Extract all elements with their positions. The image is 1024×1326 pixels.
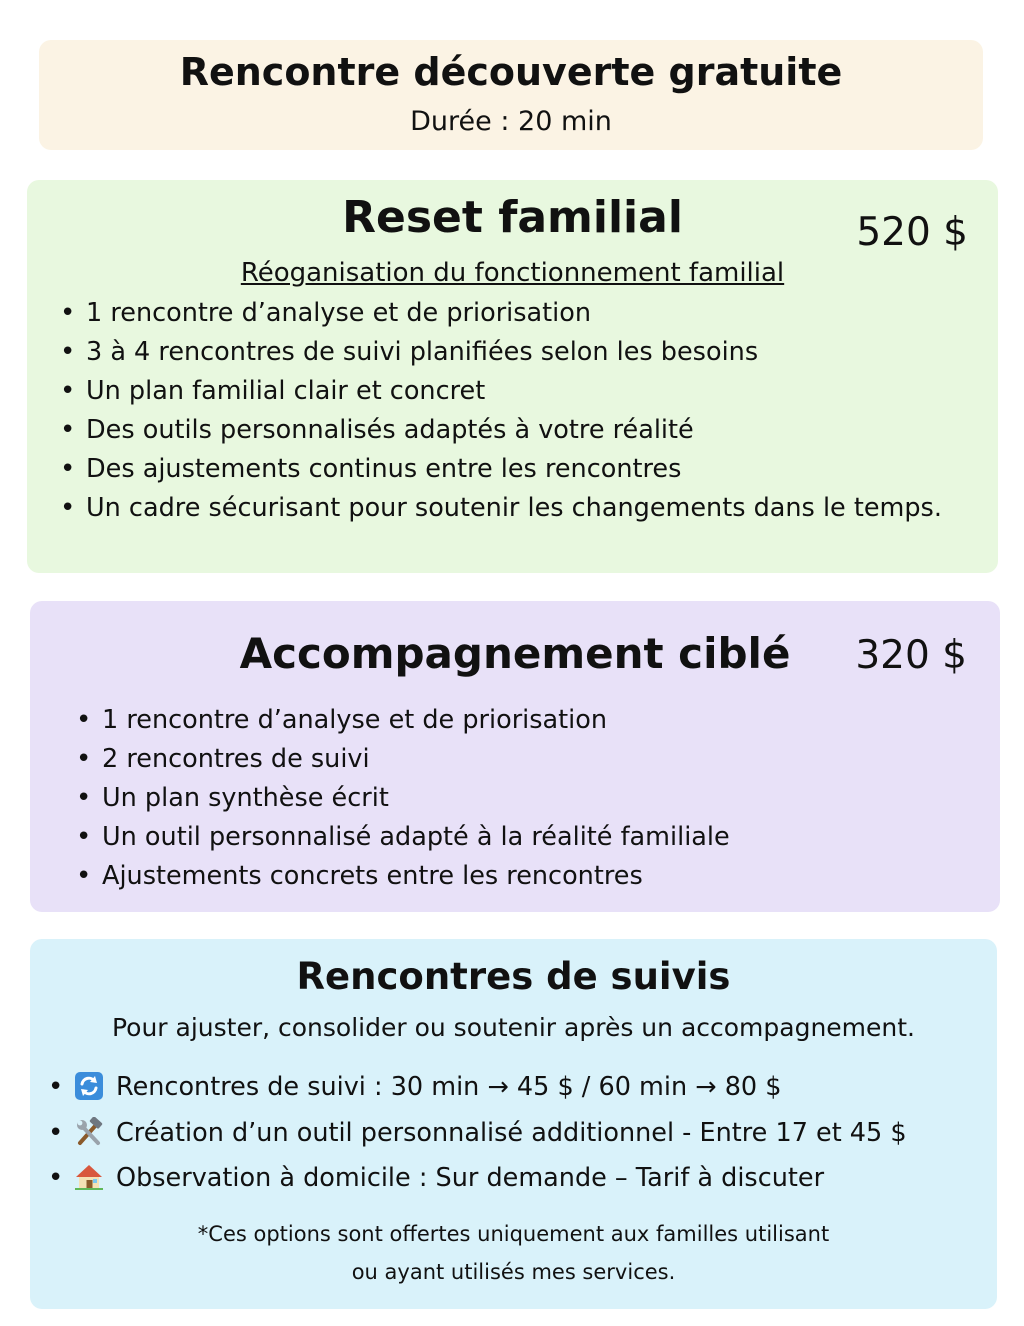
followup-card (30, 939, 997, 1309)
discovery-title: Rencontre découverte gratuite (179, 50, 843, 94)
targeted-card (30, 601, 1000, 912)
list-item: • Des ajustements continus entre les rencontres (60, 450, 960, 489)
followup-note (30, 1215, 997, 1291)
list-item: • Ajustements concrets entre les rencontres (76, 857, 956, 896)
reset-feature-list (60, 294, 960, 528)
followup-item-text: Observation à domicile : Sur demande – Tarif à discuter (116, 1163, 825, 1193)
list-item: • Un outil personnalisé adapté à la réalité familiale (76, 818, 956, 857)
targeted-feature-list (76, 701, 956, 896)
list-item (48, 1065, 993, 1111)
followup-item-text: Création d’un outil personnalisé additionnel - Entre 17 et 45 $ (116, 1117, 907, 1148)
targeted-title: Accompagnement ciblé (239, 629, 791, 678)
hammer-wrench-icon (74, 1117, 104, 1147)
list-item (48, 1156, 993, 1202)
list-item: • Des outils personnalisés adaptés à votre réalité (60, 411, 960, 450)
list-item: • 1 rencontre d’analyse et de priorisation (76, 701, 956, 740)
reset-title: Reset familial (342, 192, 683, 243)
followup-note-line-2: ou ayant utilisés mes services. (351, 1260, 676, 1284)
targeted-price: 320 $ (855, 633, 967, 678)
discovery-card (39, 40, 983, 150)
followup-intro: Pour ajuster, consolider ou soutenir après un accompagnement. (111, 1013, 916, 1042)
repeat-arrows-icon (74, 1071, 104, 1101)
house-icon (74, 1162, 104, 1192)
list-item: • 1 rencontre d’analyse et de priorisation (60, 294, 960, 333)
reset-card (27, 180, 998, 573)
list-item: • Un plan synthèse écrit (76, 779, 956, 818)
followup-note-line-1: *Ces options sont offertes uniquement aux familles utilisant (197, 1222, 830, 1246)
reset-subtitle: Réoganisation du fonctionnement familial (240, 258, 785, 288)
followup-item-text: Rencontres de suivi : 30 min → 45 $ / 60 min → 80 $ (116, 1072, 782, 1102)
list-item: • Un cadre sécurisant pour soutenir les changements dans le temps. (60, 489, 960, 528)
list-item: • 2 rencontres de suivi (76, 740, 956, 779)
list-item (48, 1111, 993, 1157)
list-item: • 3 à 4 rencontres de suivi planifiées selon les besoins (60, 333, 960, 372)
discovery-duration: Durée : 20 min (410, 106, 612, 137)
followup-options-list (48, 1065, 993, 1202)
list-item: • Un plan familial clair et concret (60, 372, 960, 411)
followup-title: Rencontres de suivis (296, 955, 731, 998)
reset-price: 520 $ (856, 210, 968, 255)
